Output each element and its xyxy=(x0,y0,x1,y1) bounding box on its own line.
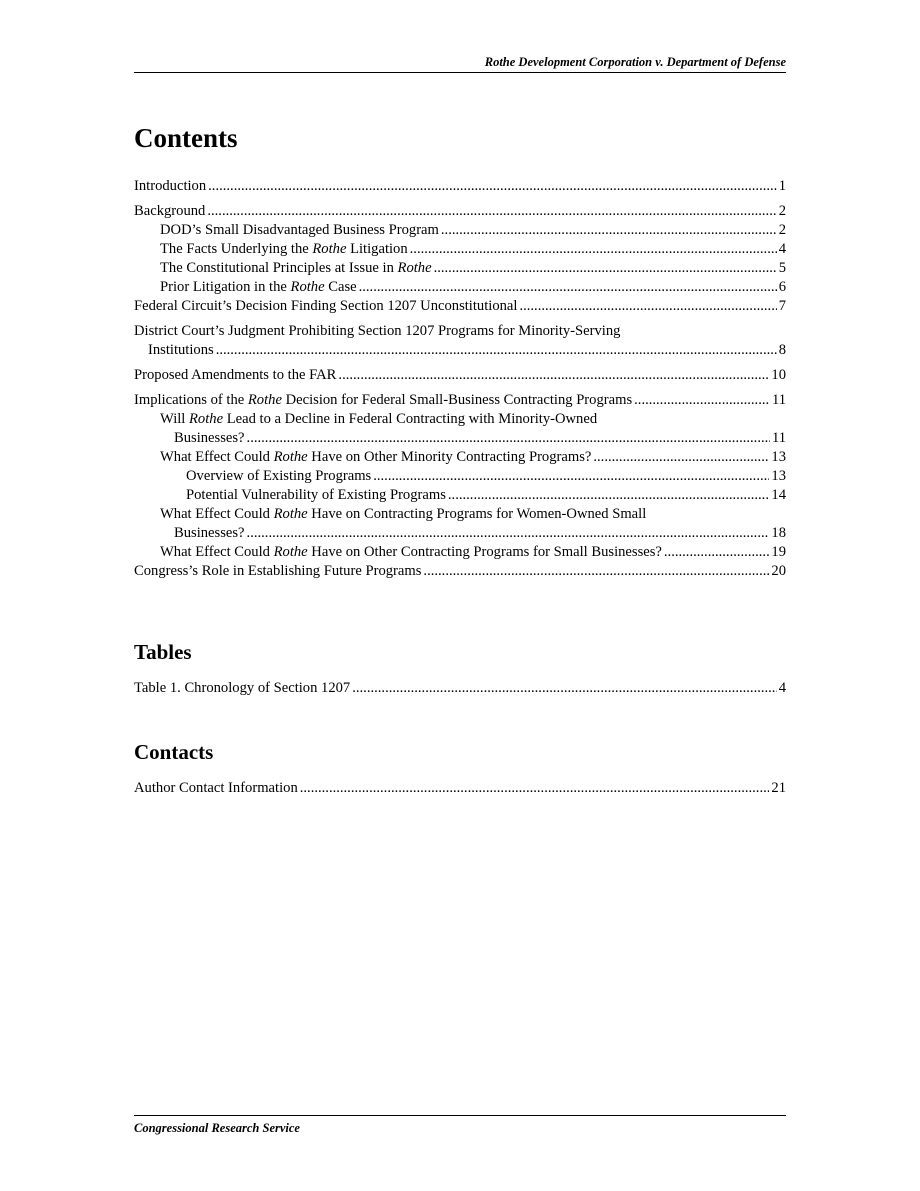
contents-heading: Contents xyxy=(134,123,238,153)
toc-entry-table-1[interactable]: Table 1. Chronology of Section 1207 ..... 4 xyxy=(134,679,786,698)
toc-entry-federal-circuit[interactable]: Federal Circuit’s Decision Finding Section 1207 Unconstitutional ..... 7 xyxy=(134,297,786,316)
toc-entry-introduction[interactable]: Introduction ..... 1 xyxy=(134,177,786,196)
toc-entry-congress-role[interactable]: Congress’s Role in Establishing Future Programs ..... 20 xyxy=(134,562,786,581)
toc-entry-constitutional-principles[interactable]: The Constitutional Principles at Issue in Rothe ..... 5 xyxy=(160,259,786,278)
tables-heading: Tables xyxy=(134,640,192,664)
running-footer: Congressional Research Service xyxy=(134,1121,300,1135)
toc-entry-other-minority-programs[interactable]: What Effect Could Rothe Have on Other Minority Contracting Programs? ..... 13 xyxy=(160,448,786,467)
toc-entry-decline-line1[interactable]: Will Rothe Lead to a Decline in Federal Contracting with Minority-Owned xyxy=(160,411,598,427)
contacts-heading: Contacts xyxy=(134,740,214,764)
toc-entry-background[interactable]: Background ..... 2 xyxy=(134,202,786,221)
toc-entry-small-businesses[interactable]: What Effect Could Rothe Have on Other Contracting Programs for Small Businesses? ..... 19 xyxy=(160,543,786,562)
toc-entry-women-owned[interactable]: Businesses? ..... 18 xyxy=(160,524,786,543)
toc-entry-author-contact[interactable]: Author Contact Information ..... 21 xyxy=(134,779,786,798)
toc-entry-overview-programs[interactable]: Overview of Existing Programs ..... 13 xyxy=(186,467,786,486)
toc-entry-decline[interactable]: Businesses? ..... 11 xyxy=(160,429,786,448)
toc-entry-district-court-line1[interactable]: District Court’s Judgment Prohibiting Section 1207 Programs for Minority-Serving xyxy=(134,323,621,339)
toc-entry-women-owned-line1[interactable]: What Effect Could Rothe Have on Contracting Programs for Women-Owned Small xyxy=(160,506,647,522)
toc-entry-facts-rothe[interactable]: The Facts Underlying the Rothe Litigation ..... 4 xyxy=(160,240,786,259)
toc-entry-potential-vulnerability[interactable]: Potential Vulnerability of Existing Programs ..... 14 xyxy=(186,486,786,505)
header-rule xyxy=(134,72,786,73)
toc-entry-dod-sdb-program[interactable]: DOD’s Small Disadvantaged Business Program ..... 2 xyxy=(160,221,786,240)
toc-entry-district-court[interactable]: Institutions ..... 8 xyxy=(134,341,786,360)
footer-rule xyxy=(134,1115,786,1116)
toc-entry-implications[interactable]: Implications of the Rothe Decision for Federal Small-Business Contracting Programs ..... 11 xyxy=(134,391,786,410)
toc-entry-prior-litigation[interactable]: Prior Litigation in the Rothe Case ..... 6 xyxy=(160,278,786,297)
running-header: Rothe Development Corporation v. Department of Defense xyxy=(484,55,786,69)
toc-entry-proposed-amendments[interactable]: Proposed Amendments to the FAR ..... 10 xyxy=(134,366,786,385)
